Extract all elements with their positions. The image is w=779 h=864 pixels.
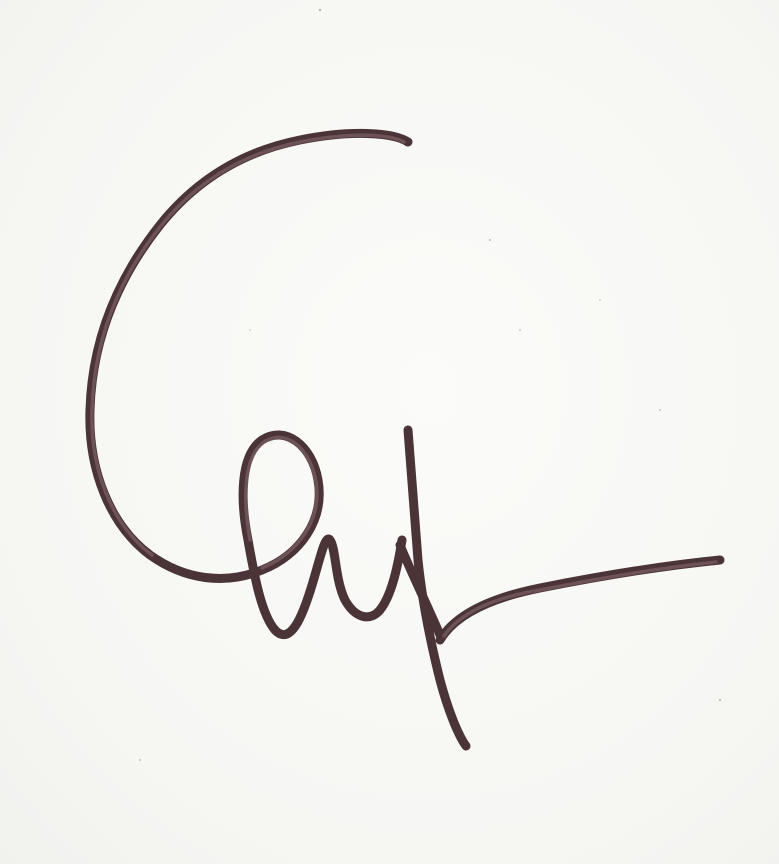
signature-stroke-c-curve	[90, 133, 408, 578]
signature-texture-c	[92, 135, 404, 555]
signature-strokes	[90, 133, 720, 746]
signature-texture-tail	[444, 562, 716, 636]
signature-stroke-tail	[440, 560, 720, 640]
signature-stroke-loop	[243, 435, 402, 635]
signature-texture-loop	[246, 437, 317, 568]
